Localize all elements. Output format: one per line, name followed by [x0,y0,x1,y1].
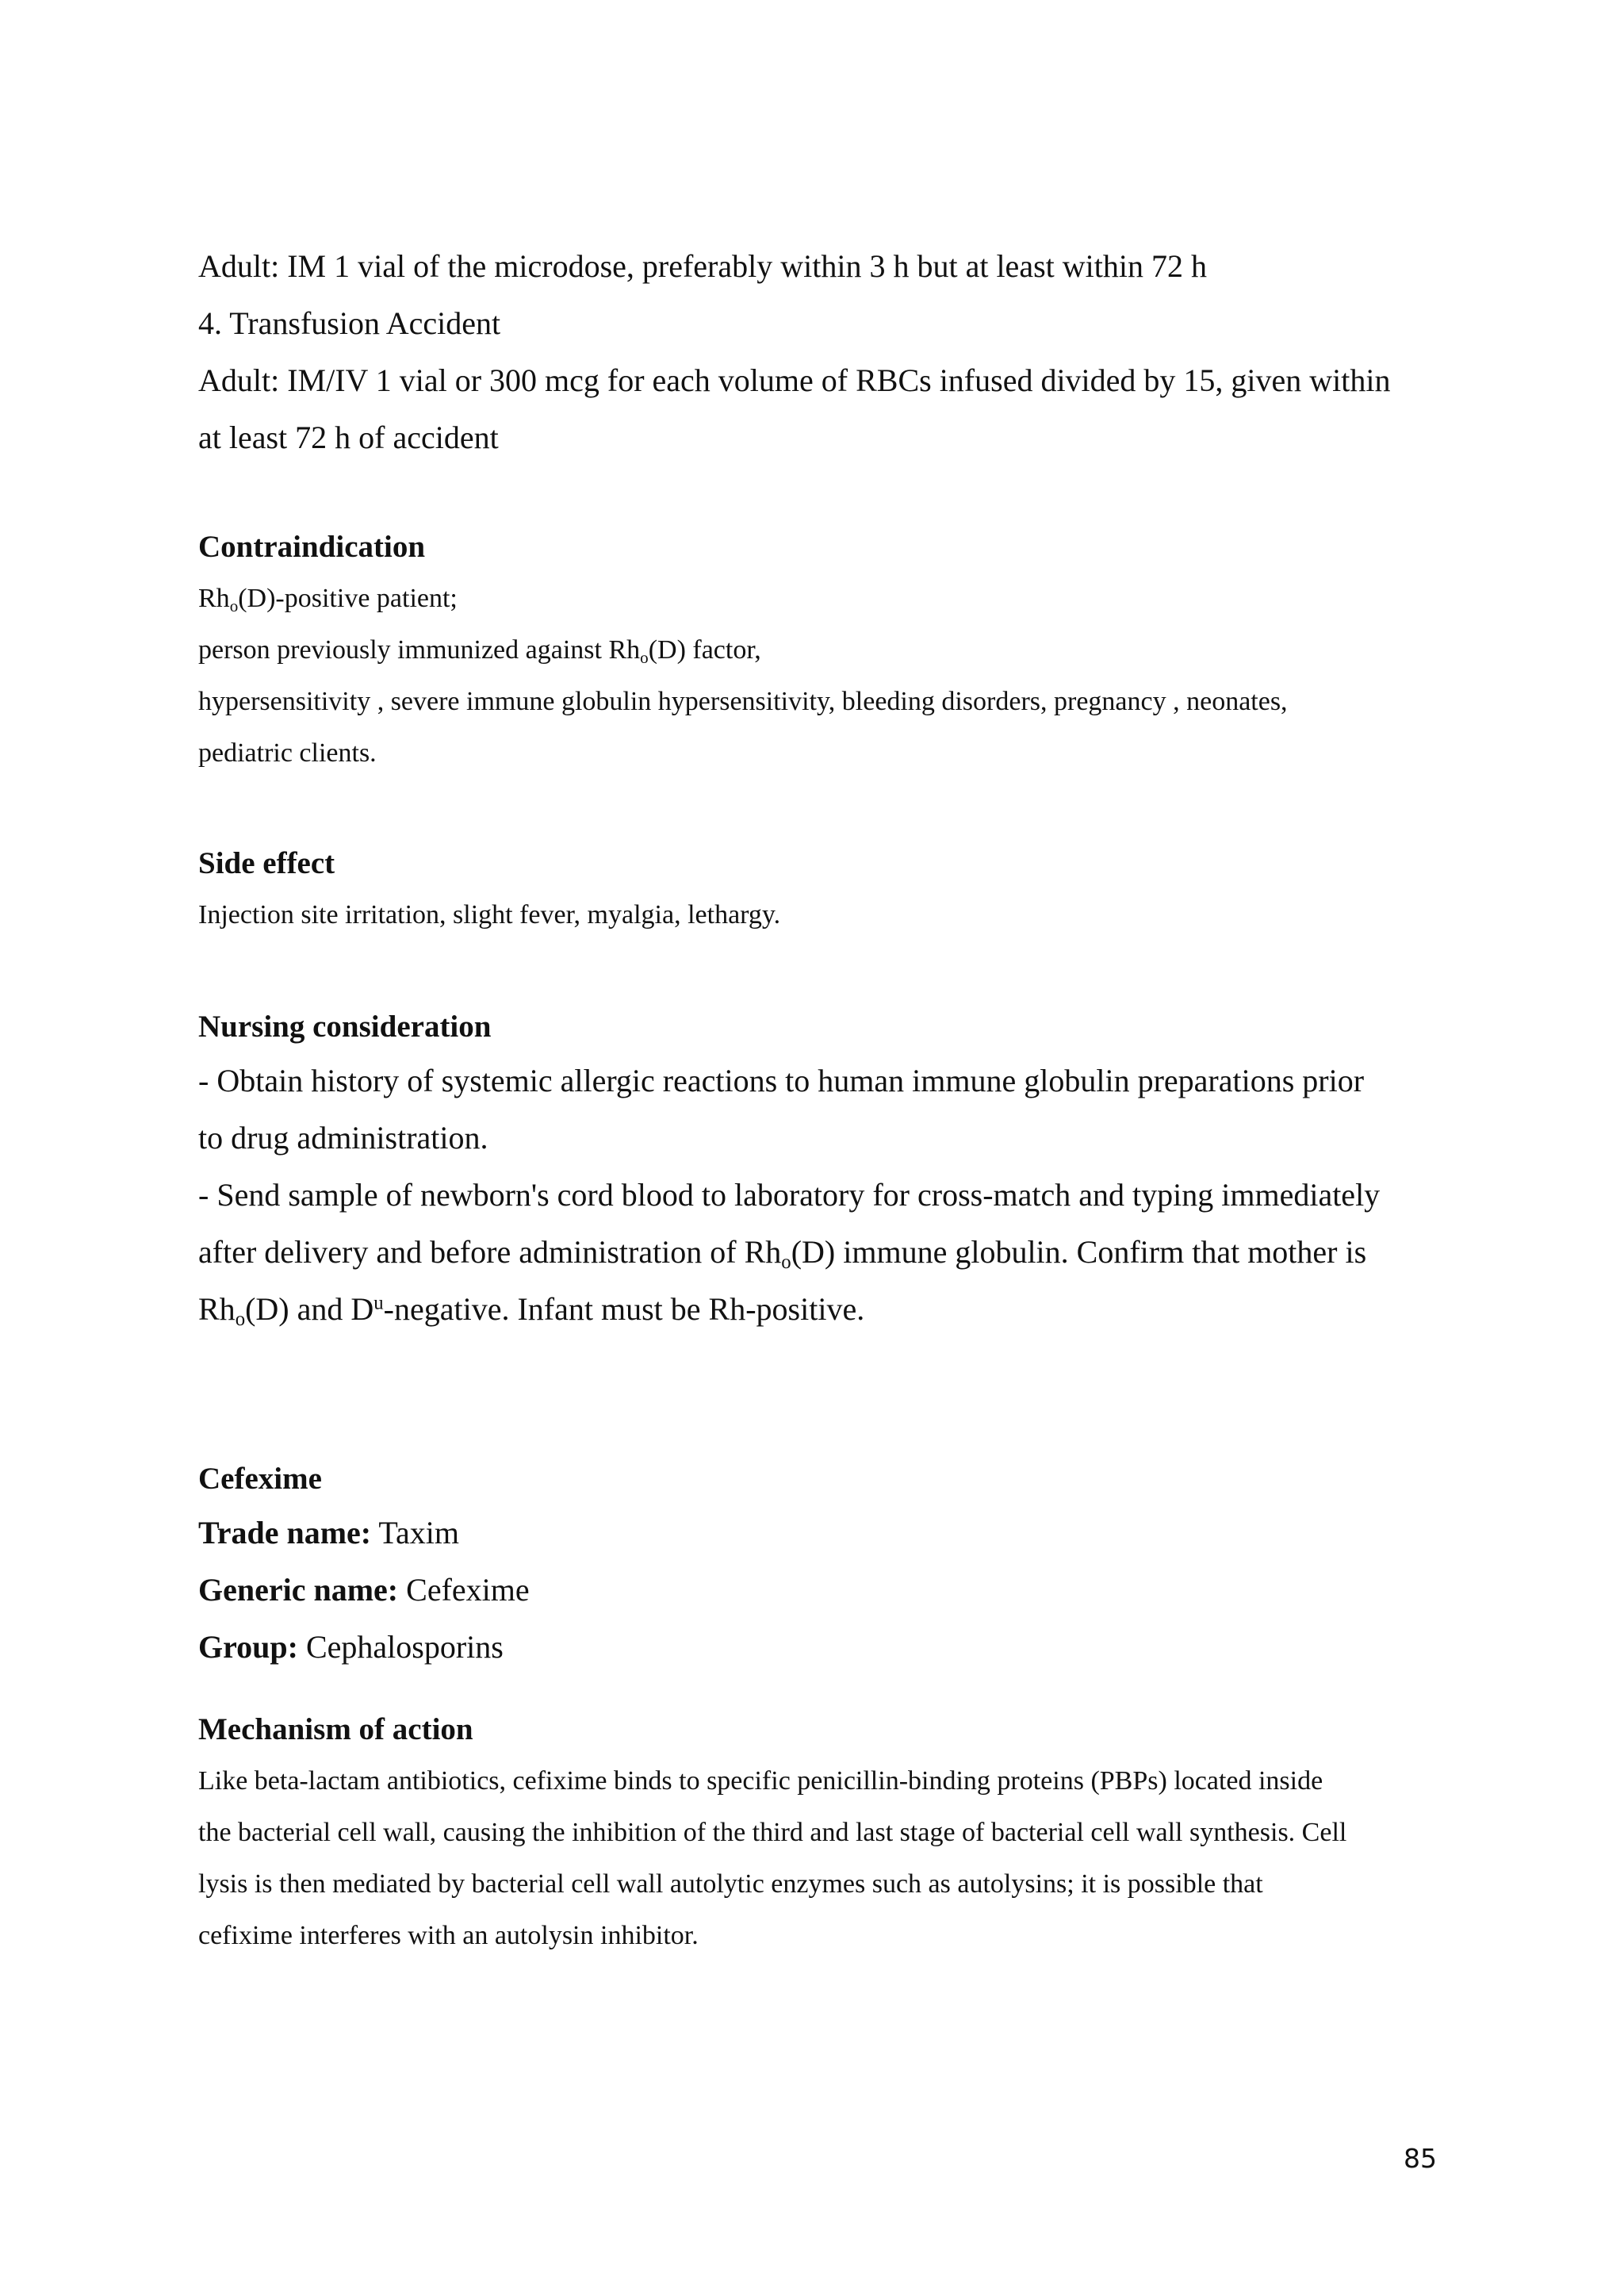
text-segment: (D) immune globulin. Confirm that mother is [791,1234,1367,1270]
drug-name-heading: Cefexime [198,1462,322,1496]
spacer [198,941,1443,1002]
mechanism-line-3: lysis is then mediated by bacterial cell wall autolytic enzymes such as autolysins; it is possible that [198,1869,1263,1899]
dosage-line-2: 4. Transfusion Accident [198,305,501,341]
nursing-heading: Nursing consideration [198,1010,492,1044]
contraindication-line-3: hypersensitivity , severe immune globulin hypersensitivity, bleeding disorders, pregnancy , neonates, [198,687,1288,716]
mechanism-line-2: the bacterial cell wall, causing the inhibition of the third and last stage of bacterial cell wall synthesis. Cell [198,1818,1347,1847]
dosage-line-4: at least 72 h of accident [198,420,499,455]
spacer [198,1338,1443,1454]
trade-name-value: Taxim [371,1515,460,1550]
spacer [198,1676,1443,1704]
nursing-line-2: to drug administration. [198,1120,488,1156]
spacer [198,779,1443,838]
subscript: o [640,647,649,667]
text-segment: Rh [198,1291,236,1327]
text-segment: -negative. Infant must be Rh-positive. [383,1291,865,1327]
text-segment: Rh [198,584,230,613]
generic-name-value: Cefexime [398,1572,530,1608]
nursing-line-1: - Obtain history of systemic allergic reactions to human immune globulin preparations prior [198,1063,1365,1098]
text-segment: (D) and D [245,1291,374,1327]
mechanism-line-4: cefixime interferes with an autolysin inhibitor. [198,1921,699,1950]
generic-name-line [198,1562,1443,1619]
trade-name-line [198,1504,1443,1562]
group-line [198,1619,1443,1676]
nursing-line-5 [198,1281,1443,1338]
side-effect-line-1: Injection site irritation, slight fever, myalgia, lethargy. [198,900,781,930]
page-number: 85 [1404,2143,1437,2174]
text-segment: (D)-positive patient; [238,584,458,613]
contraindication-line-1 [198,573,1443,624]
trade-name-label: Trade name: [198,1515,372,1550]
spacer [198,466,1443,522]
nursing-line-3: - Send sample of newborn's cord blood to laboratory for cross-match and typing immediately [198,1177,1381,1213]
subscript: o [229,596,239,615]
text-segment: after delivery and before administration of Rh [198,1234,782,1270]
text-segment: person previously immunized against Rh [198,635,641,665]
contraindication-line-4: pediatric clients. [198,738,377,768]
side-effect-heading: Side effect [198,846,335,880]
superscript: u [373,1292,384,1314]
group-value: Cephalosporins [297,1629,504,1665]
dosage-line-3: Adult: IM/IV 1 vial or 300 mcg for each volume of RBCs infused divided by 15, given within [198,362,1391,398]
mechanism-heading: Mechanism of action [198,1712,473,1746]
dosage-line-1: Adult: IM 1 vial of the microdose, preferably within 3 h but at least within 72 h [198,248,1207,284]
group-label: Group: [198,1629,298,1665]
mechanism-line-1: Like beta-lactam antibiotics, cefixime binds to specific penicillin-binding proteins (PBPs) located inside [198,1766,1323,1796]
text-segment: (D) factor, [648,635,761,665]
generic-name-label: Generic name: [198,1572,399,1608]
contraindication-heading: Contraindication [198,530,426,564]
page-content [198,238,1443,1961]
nursing-line-4 [198,1224,1443,1281]
contraindication-line-2 [198,624,1443,676]
subscript: o [235,1308,246,1330]
subscript: o [781,1251,791,1273]
